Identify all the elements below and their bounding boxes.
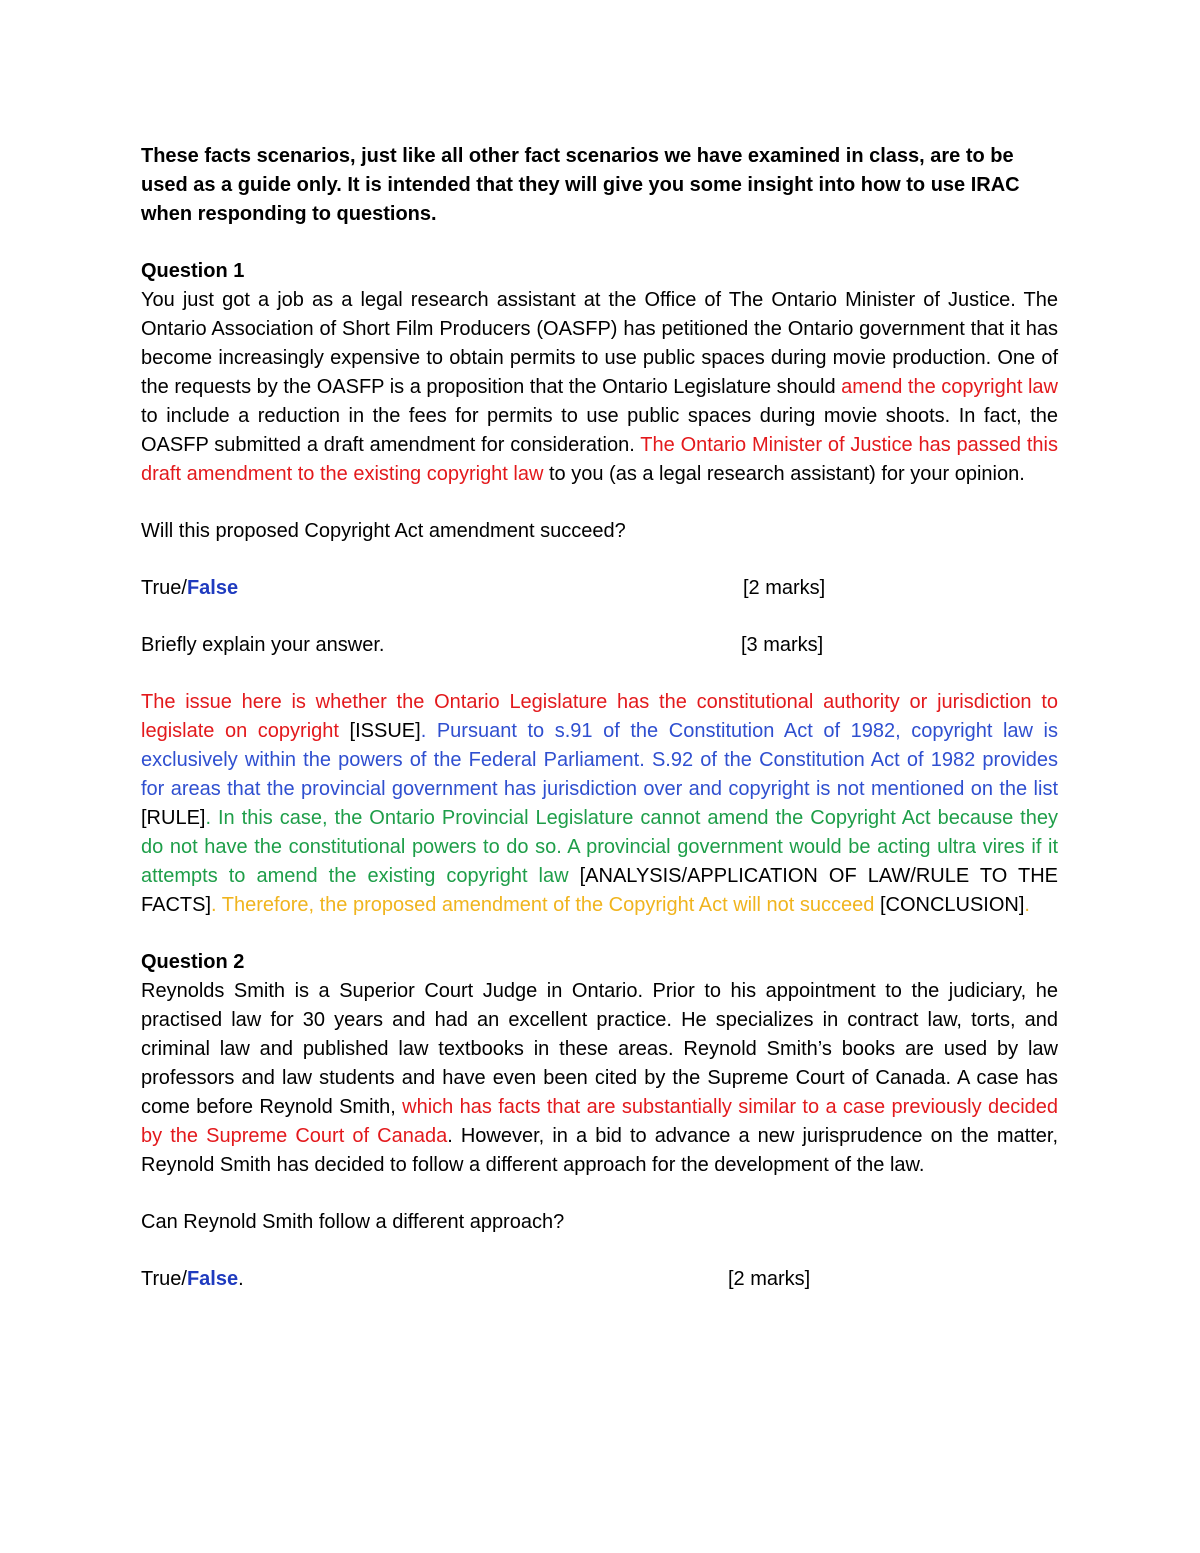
question-2-prompt: Can Reynold Smith follow a different approach? — [141, 1211, 565, 1233]
irac-rule: Pursuant to s.91 of the Constitution Act of 1982, copyright law is exclusively within the powers of the Federal Parliament. S.92 of the Constitution Act of 1982 provides for areas that the provincial government has jurisdiction over and copyright is not mentioned on the list — [141, 720, 1058, 800]
q1-true-false-row — [141, 574, 1058, 603]
q2-facts-text-1: Reynolds Smith is a Superior Court Judge in Ontario. Prior to his appointment to the judiciary, he practised law for 30 years and had an excellent practice. He specializes in contract law, torts, and criminal law and published law textbooks in these areas. Reynold Smith’s books are used by law professors and law students and have even been cited by the Supreme Court of Canada. A case has come before Reynold Smith, — [141, 980, 1058, 1118]
irac-conclusion: Therefore, the proposed amendment of the Copyright Act will not succeed — [221, 894, 875, 916]
q1-explain-label: Briefly explain your answer. — [141, 634, 385, 656]
q2-facts-highlight: which has facts that are substantially similar to a case previously decided by the Supreme Court of Canada — [141, 1096, 1059, 1147]
q1-facts-highlight-1: amend the copyright law — [841, 376, 1058, 398]
q2-tf-prefix: True/ — [141, 1268, 187, 1290]
document-body — [141, 142, 1058, 1294]
q1-facts-text-3: to you (as a legal research assistant) for your opinion. — [543, 463, 1025, 485]
irac-issue: The issue here is whether the Ontario Legislature has the constitutional authority or jurisdiction to legislate on copyright — [141, 691, 1058, 742]
q1-explain-row — [141, 631, 1058, 660]
q1-true-false — [141, 577, 238, 599]
q2-tf-suffix: . — [238, 1268, 244, 1290]
irac-rule-tag: [RULE] — [141, 807, 206, 829]
q1-tf-marks: [2 marks] — [743, 577, 826, 599]
q1-facts-text-1: You just got a job as a legal research assistant at the Office of The Ontario Minister of Justice. The Ontario Association of Short Film Producers (OASFP) has petitioned the Ontario government that it has become increasingly expensive to obtain permits to use public spaces during movie production. One of the requests by the OASFP is a proposition that the Ontario Legislature should — [141, 289, 1058, 398]
q2-tf-marks: [2 marks] — [728, 1268, 811, 1290]
q2-true-false-row — [141, 1265, 1058, 1294]
question-2-heading: Question 2 — [141, 951, 245, 973]
q1-facts-highlight-2: The Ontario Minister of Justice has passed this draft amendment to the existing copyright law — [141, 434, 1058, 485]
q1-irac-answer: The issue here is whether the Ontario Legislature has the constitutional authority or jurisdiction to legislate on copyright [ISSUE]. Pursuant to s.91 of the Constitution Act of 1982, copyright law is exclusively within the powers of the Federal Parliament. S.92 of the Constitution Act of 1982 provides for areas that the provincial government has jurisdiction over and copyright is not mentioned on the list [RULE]. In this case, the Ontario Provincial Legislature cannot amend the Copyright Act because they do not have the constitutional powers to do so. A provincial government would be acting ultra vires if it attempts to amend the existing copyright law [ANALYSIS/APPLICATION OF LAW/RULE TO THE FACTS]. Therefore, the proposed amendment of the Copyright Act will not succeed [CONCLUSION]. — [141, 691, 1058, 916]
irac-issue-tag: [ISSUE] — [349, 720, 421, 742]
question-2-facts — [141, 977, 1058, 1180]
q2-facts-text-2: . However, in a bid to advance a new jurisprudence on the matter, Reynold Smith has decided to follow a different approach for the development of the law. — [141, 1125, 1058, 1176]
irac-analysis-tag: [ANALYSIS/APPLICATION OF LAW/RULE TO THE FACTS] — [141, 865, 1058, 916]
question-1-facts — [141, 286, 1058, 489]
question-1-heading: Question 1 — [141, 260, 245, 282]
irac-analysis: In this case, the Ontario Provincial Legislature cannot amend the Copyright Act because they do not have the constitutional powers to do so. A provincial government would be acting ultra vires if it attempts to amend the existing copyright law — [141, 807, 1058, 887]
irac-conclusion-tag: [CONCLUSION] — [879, 894, 1025, 916]
q1-facts-text-2: to include a reduction in the fees for permits to use public spaces during movie shoots. In fact, the OASFP submitted a draft amendment for consideration. — [141, 405, 1058, 456]
q2-tf-answer: False — [186, 1268, 239, 1290]
intro-paragraph: These facts scenarios, just like all other fact scenarios we have examined in class, are to be used as a guide only. It is intended that they will give you some insight into how to use IRAC when responding to questions. — [141, 145, 1020, 225]
q1-explain-marks: [3 marks] — [741, 634, 824, 656]
q2-true-false — [141, 1268, 244, 1290]
question-1-prompt: Will this proposed Copyright Act amendment succeed? — [141, 520, 626, 542]
q1-tf-prefix: True/ — [141, 577, 187, 599]
q1-tf-answer: False — [186, 577, 239, 599]
